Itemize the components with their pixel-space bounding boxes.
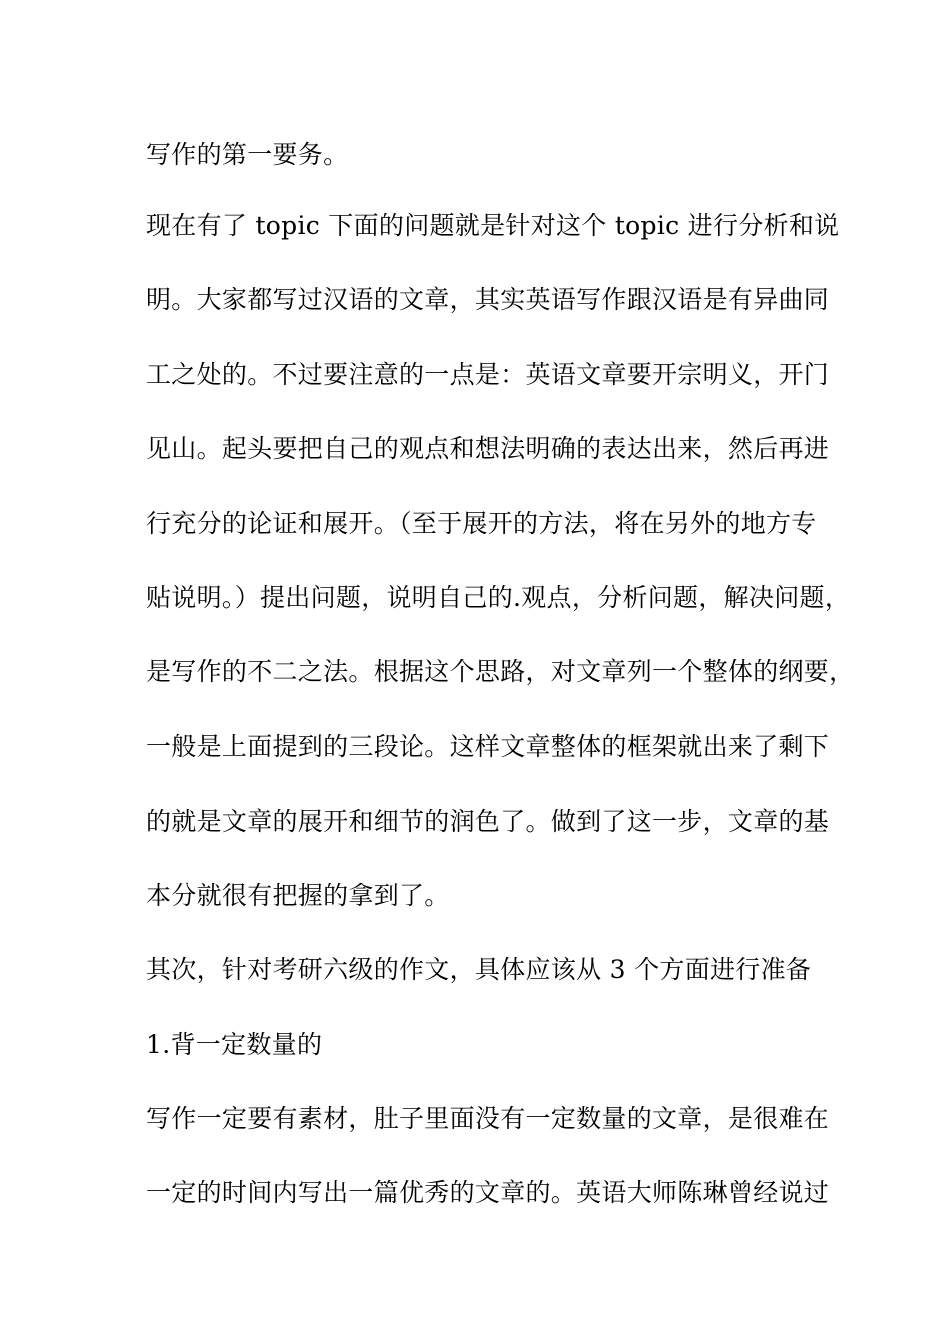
text-line: 见山。起头要把自己的观点和想法明确的表达出来，然后再进	[146, 434, 830, 463]
text-line: 写作的第一要务。	[146, 140, 349, 169]
text-line: 一般是上面提到的三段论。这样文章整体的框架就出来了剩下	[146, 732, 830, 761]
text-line: 贴说明。）提出问题，说明自己的.观点，分析问题，解决问题，	[146, 583, 851, 612]
text-line: 一定的时间内写出一篇优秀的文章的。英语大师陈琳曾经说过	[146, 1178, 830, 1207]
text-line: 是写作的不二之法。根据这个思路，对文章列一个整体的纲要，	[146, 657, 855, 686]
text-line: 行充分的论证和展开。（至于展开的方法，将在另外的地方专	[146, 509, 817, 538]
text-line: 现在有了 topic 下面的问题就是针对这个 topic 进行分析和说	[146, 211, 840, 240]
text-line: 1.背一定数量的	[146, 1030, 323, 1059]
text-line: 工之处的。不过要注意的一点是：英语文章要开宗明义，开门	[146, 360, 830, 389]
text-line: 写作一定要有素材，肚子里面没有一定数量的文章，是很难在	[146, 1104, 830, 1133]
text-line: 其次，针对考研六级的作文，具体应该从 3 个方面进行准备	[146, 955, 812, 984]
text-line: 明。大家都写过汉语的文章，其实英语写作跟汉语是有异曲同	[146, 285, 830, 314]
text-line: 的就是文章的展开和细节的润色了。做到了这一步，文章的基	[146, 807, 830, 836]
text-line: 本分就很有把握的拿到了。	[146, 881, 450, 910]
